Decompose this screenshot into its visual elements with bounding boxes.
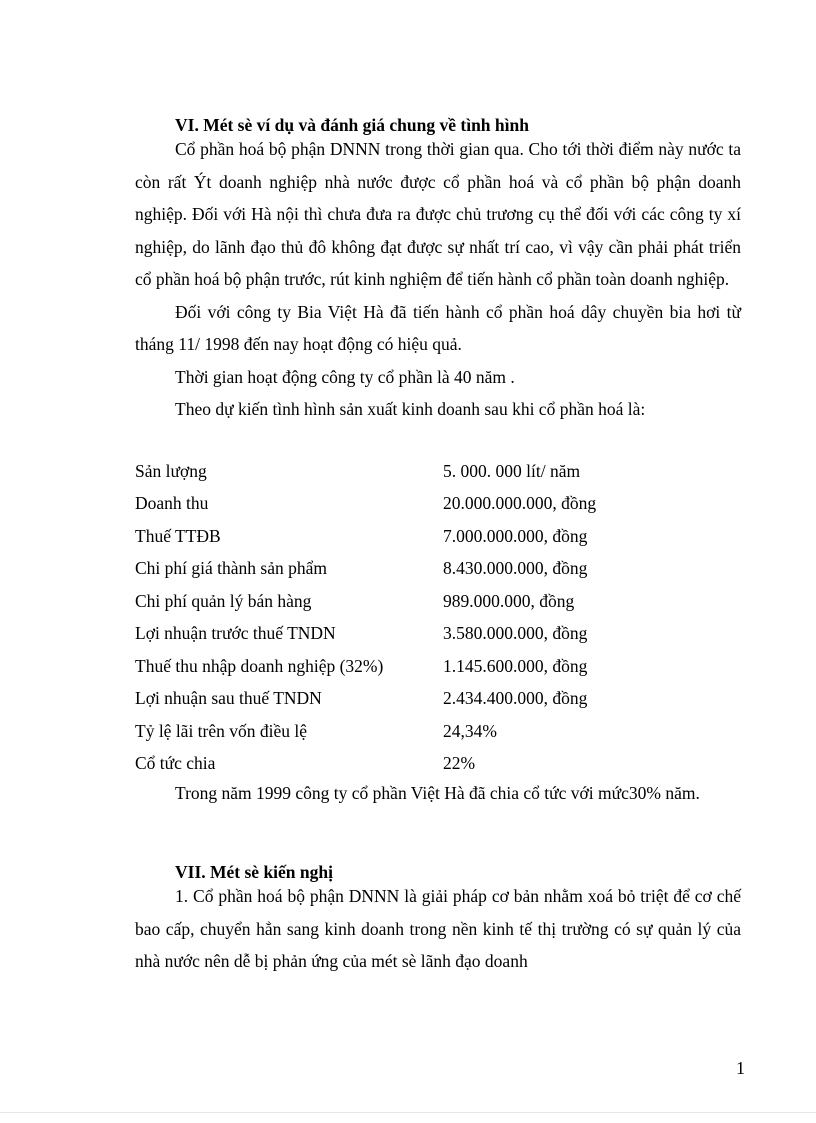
financial-row (135, 455, 741, 488)
financial-label: Chi phí quản lý bán hàng (135, 590, 312, 611)
financial-value: 989.000.000, đồng (443, 590, 575, 611)
financial-row (135, 488, 741, 521)
financial-label: Doanh thu (135, 493, 209, 514)
financial-label: Chi phí giá thành sản phẩm (135, 558, 327, 579)
financial-value: 24,34% (443, 720, 497, 741)
financial-label: Thuế TTĐB (135, 525, 221, 546)
financial-row (135, 585, 741, 618)
financial-label: Thuế thu nhập doanh nghiệp (32%) (135, 655, 384, 676)
financial-label: Tỷ lệ lãi trên vốn điều lệ (135, 720, 308, 741)
financial-row (135, 618, 741, 651)
intro-paragraph: Cổ phần hoá bộ phận DNNN trong thời gian qua. Cho tới thời điểm này nước ta còn rất Ýt doanh nghiệp nhà nước được cổ phần hoá và cổ phần bộ phận doanh nghiệp. Đối với Hà nội thì chưa đưa ra được chủ trương cụ thể đối với các công ty xí nghiệp, do lãnh đạo thủ đô không đạt được sự nhất trí cao, vì vậy cần phải phát triển cổ phần hoá bộ phận trước, rút kinh nghiệm để tiến hành cổ phần toàn doanh nghiệp. (135, 139, 741, 289)
financial-value: 20.000.000.000, đồng (443, 493, 597, 514)
page-number: 1 (736, 1058, 745, 1078)
financial-label: Sản lượng (135, 460, 207, 481)
page-bottom-divider (0, 1112, 816, 1113)
financial-label: Cổ tức chia (135, 753, 216, 774)
financial-row (135, 715, 741, 748)
financial-value: 2.434.400.000, đồng (443, 688, 588, 709)
financial-value: 3.580.000.000, đồng (443, 623, 588, 644)
financial-row (135, 553, 741, 586)
dividend-paragraph-block (135, 777, 741, 810)
financial-forecast-table (135, 455, 741, 780)
financial-value: 8.430.000.000, đồng (443, 558, 588, 579)
recommendation-paragraph: 1. Cổ phần hoá bộ phận DNNN là giải pháp cơ bản nhằm xoá bỏ triệt để cơ chế bao cấp, chuyển hẳn sang kinh doanh trong nền kinh tế thị trường có sự quản lý của nhà nước nên dễ bị phản ứng của mét sè lãnh đạo doanh (135, 886, 741, 971)
section-6-body (135, 133, 741, 426)
section-7-heading: VII. Mét sè kiến nghị (175, 862, 333, 882)
financial-label: Lợi nhuận trước thuế TNDN (135, 623, 336, 644)
viet-ha-paragraph: Đối với công ty Bia Việt Hà đã tiến hành cổ phần hoá dây chuyền bia hơi từ tháng 11/ 1998 đến nay hoạt động có hiệu quả. (135, 301, 741, 354)
financial-value: 1.145.600.000, đồng (443, 655, 588, 676)
financial-value: 22% (443, 753, 476, 774)
financial-row (135, 748, 741, 781)
dividend-paragraph: Trong năm 1999 công ty cổ phần Việt Hà đã chia cổ tức với mức30% năm. (175, 783, 700, 803)
financial-label: Lợi nhuận sau thuế TNDN (135, 688, 322, 709)
financial-value: 5. 000. 000 lít/ năm (443, 460, 581, 481)
forecast-intro-paragraph: Theo dự kiến tình hình sản xuất kinh doanh sau khi cổ phần hoá là: (175, 399, 646, 419)
financial-row (135, 520, 741, 553)
financial-row (135, 650, 741, 683)
section-6-heading: VI. Mét sè ví dụ và đánh giá chung về tình hình (175, 115, 529, 135)
duration-paragraph: Thời gian hoạt động công ty cổ phần là 40 năm . (175, 366, 515, 387)
financial-row (135, 683, 741, 716)
section-7-body (135, 880, 741, 978)
financial-value: 7.000.000.000, đồng (443, 525, 588, 546)
